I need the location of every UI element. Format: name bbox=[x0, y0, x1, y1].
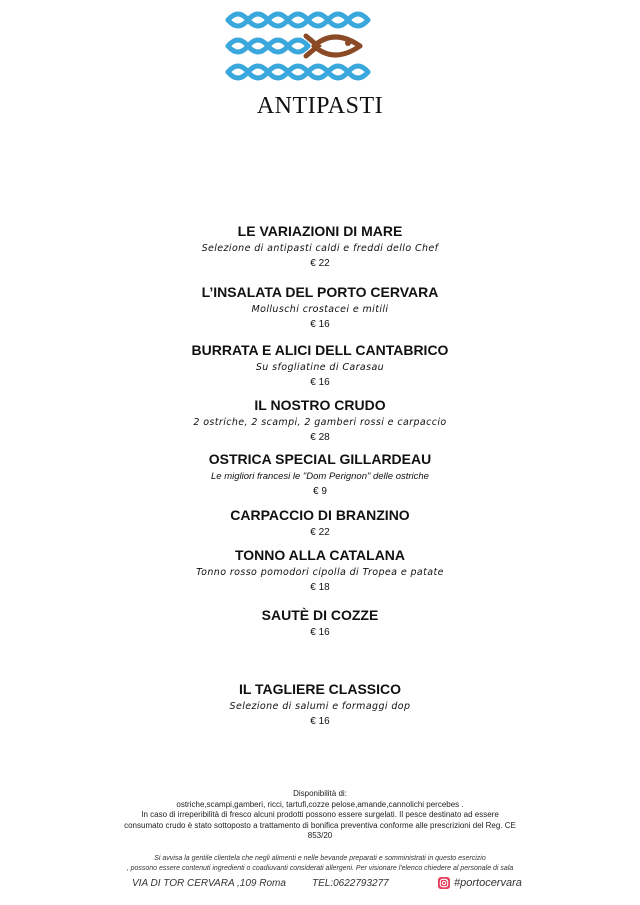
notes-line: Disponibilità di: bbox=[293, 789, 347, 798]
dish-name: IL NOSTRO CRUDO bbox=[254, 397, 386, 413]
instagram-icon bbox=[438, 877, 450, 889]
menu-item bbox=[0, 679, 640, 730]
dish-description: Tonno rosso pomodori cipolla di Tropea e patate bbox=[196, 567, 444, 578]
dish-name: BURRATA E ALICI DELL CANTABRICO bbox=[191, 342, 449, 358]
menu-item bbox=[0, 449, 640, 500]
dish-description: Selezione di salumi e formaggi dop bbox=[229, 701, 411, 712]
dish-name: OSTRICA SPECIAL GILLARDEAU bbox=[208, 451, 432, 467]
dish-name: TONNO ALLA CATALANA bbox=[234, 547, 406, 563]
dish-name: CARPACCIO DI BRANZINO bbox=[230, 507, 410, 523]
instagram-link[interactable] bbox=[438, 877, 522, 889]
dish-price: € 16 bbox=[310, 627, 330, 638]
dish-price: € 22 bbox=[310, 258, 330, 269]
dish-description: 2 ostriche, 2 scampi, 2 gamberi rossi e carpaccio bbox=[193, 417, 447, 428]
menu-item bbox=[0, 340, 640, 391]
dish-description: Le migliori francesi le "Dom Perignon" delle ostriche bbox=[211, 471, 429, 482]
dish-description: Su sfogliatine di Carasau bbox=[255, 362, 385, 373]
dish-description: Selezione di antipasti caldi e freddi dello Chef bbox=[201, 243, 439, 254]
dish-name: IL TAGLIERE CLASSICO bbox=[238, 681, 402, 697]
dish-price: € 16 bbox=[310, 377, 330, 388]
menu-item bbox=[0, 505, 640, 541]
notice-line: , possono essere contenuti ingredienti o coadiuvanti considerati allergeni. Per visionare l'elenco chiedere al personale di sala bbox=[126, 865, 514, 872]
dish-description: Molluschi crostacei e mitili bbox=[251, 304, 389, 315]
notice-line: Si avvisa la gentile clientela che negli alimenti e nelle bevande preparati e somministrati in questo esercizio bbox=[154, 855, 486, 862]
dish-name: L’INSALATA DEL PORTO CERVARA bbox=[201, 284, 439, 300]
allergen-notice bbox=[0, 854, 640, 874]
menu-item bbox=[0, 221, 640, 272]
dish-price: € 9 bbox=[313, 486, 327, 497]
notes-line: ostriche,scampi,gamberi, ricci, tartufi,cozze pelose,amande,cannolichi percebes . bbox=[176, 799, 464, 809]
menu-item bbox=[0, 395, 640, 446]
address: VIA DI TOR CERVARA ,109 Roma bbox=[132, 878, 286, 889]
notes-line: 853/20 bbox=[307, 831, 333, 840]
porto-cervara-logo bbox=[222, 6, 378, 88]
availability-notes bbox=[0, 789, 640, 842]
menu-item bbox=[0, 605, 640, 641]
menu-item bbox=[0, 282, 640, 333]
notes-line: consumato crudo è stato sottoposto a trattamento di bonifica preventiva conforme alle prescrizioni del Reg. CE bbox=[124, 820, 516, 830]
dish-price: € 28 bbox=[310, 432, 330, 443]
phone-number: TEL:0622793277 bbox=[312, 878, 389, 889]
dish-price: € 18 bbox=[310, 582, 330, 593]
dish-price: € 22 bbox=[310, 527, 330, 538]
instagram-handle: #portocervara bbox=[454, 877, 522, 889]
footer bbox=[0, 878, 640, 894]
menu-item bbox=[0, 545, 640, 596]
notes-line: In caso di irreperibilità di fresco alcuni prodotti possono essere surgelati. Il pesce destinato ad essere bbox=[141, 810, 499, 819]
dish-name: SAUTÈ DI COZZE bbox=[261, 607, 379, 623]
dish-price: € 16 bbox=[310, 716, 330, 727]
dish-name: LE VARIAZIONI DI MARE bbox=[237, 223, 403, 239]
dish-price: € 16 bbox=[310, 319, 330, 330]
section-title: ANTIPASTI bbox=[256, 93, 384, 119]
